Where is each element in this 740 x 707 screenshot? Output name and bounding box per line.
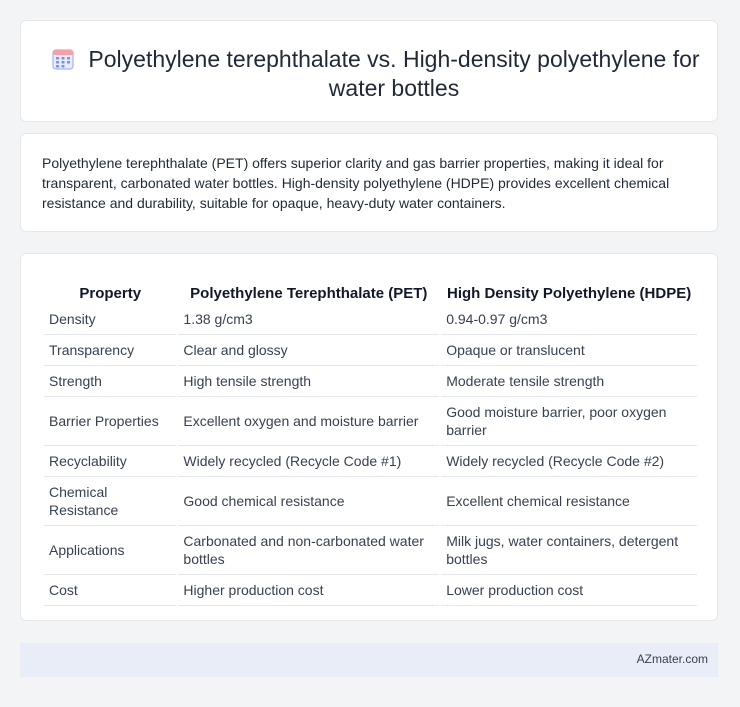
hdpe-cell: Good moisture barrier, poor oxygen barrier [441, 397, 697, 446]
hdpe-cell: Moderate tensile strength [441, 366, 697, 397]
hdpe-cell: Widely recycled (Recycle Code #2) [441, 446, 697, 477]
pet-cell: High tensile strength [178, 366, 439, 397]
property-cell: Chemical Resistance [44, 477, 176, 526]
comparison-card [20, 253, 718, 621]
table-row [44, 397, 697, 446]
property-cell: Strength [44, 366, 176, 397]
hdpe-cell: Excellent chemical resistance [441, 477, 697, 526]
property-cell: Transparency [44, 335, 176, 366]
property-cell: Barrier Properties [44, 397, 176, 446]
pet-cell: 1.38 g/cm3 [178, 304, 439, 335]
table-row [44, 304, 697, 335]
column-header-hdpe: High Density Polyethylene (HDPE) [446, 285, 692, 302]
hdpe-cell: Opaque or translucent [441, 335, 697, 366]
footer-brand-link[interactable]: AZmater.com [636, 652, 708, 666]
table-row [44, 446, 697, 477]
hdpe-cell: Lower production cost [441, 575, 697, 606]
title-card [20, 20, 718, 122]
table-header-row [44, 274, 697, 304]
table-row [44, 575, 697, 606]
property-cell: Applications [44, 526, 176, 575]
calendar-icon [51, 47, 75, 71]
pet-cell: Carbonated and non-carbonated water bottles [178, 526, 439, 575]
property-cell: Cost [44, 575, 176, 606]
column-header-pet: Polyethylene Terephthalate (PET) [190, 285, 428, 302]
intro-card [20, 133, 718, 232]
table-row [44, 366, 697, 397]
property-cell: Recyclability [44, 446, 176, 477]
table-row [44, 477, 697, 526]
table-row [44, 526, 697, 575]
pet-cell: Excellent oxygen and moisture barrier [178, 397, 439, 446]
page-title: Polyethylene terephthalate vs. High-density polyethylene for water bottles [88, 46, 700, 101]
table-row [44, 335, 697, 366]
column-header-property: Property [79, 285, 142, 302]
hdpe-cell: 0.94-0.97 g/cm3 [441, 304, 697, 335]
comparison-table [42, 274, 699, 606]
pet-cell: Clear and glossy [178, 335, 439, 366]
footer-bar [20, 643, 718, 677]
property-cell: Density [44, 304, 176, 335]
pet-cell: Good chemical resistance [178, 477, 439, 526]
hdpe-cell: Milk jugs, water containers, detergent bottles [441, 526, 697, 575]
pet-cell: Higher production cost [178, 575, 439, 606]
pet-cell: Widely recycled (Recycle Code #1) [178, 446, 439, 477]
intro-paragraph: Polyethylene terephthalate (PET) offers superior clarity and gas barrier properties, making it ideal for transparent, carbonated water bottles. High-density polyethylene (HDPE) provides excellent chemical resistance and durability, suitable for opaque, heavy-duty water containers. [42, 155, 670, 211]
